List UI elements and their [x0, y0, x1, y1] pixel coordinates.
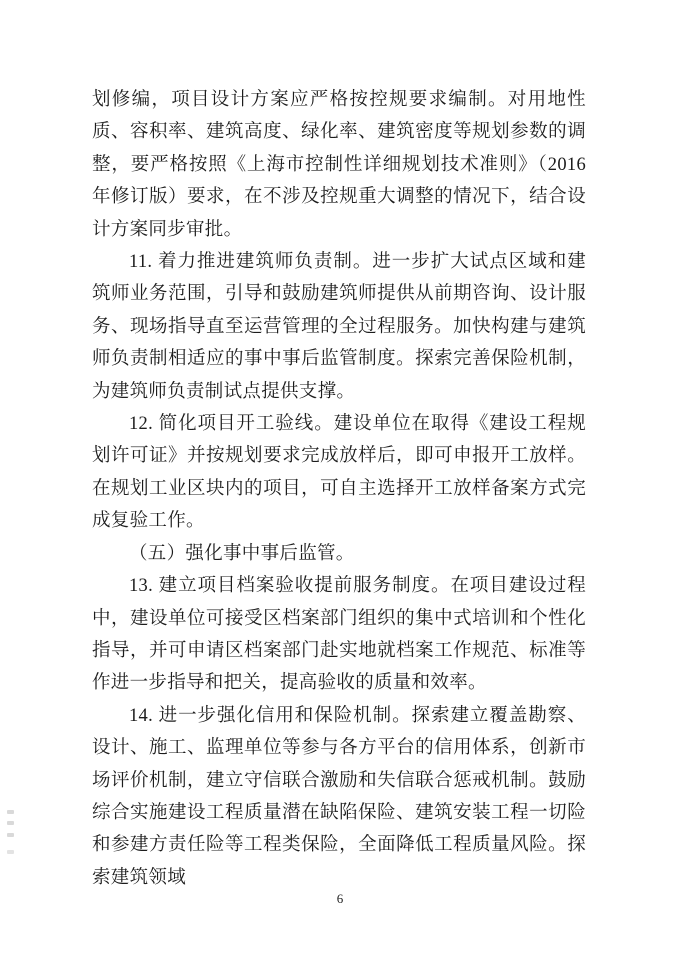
paragraph-item-11: 11. 着力推进建筑师负责制。进一步扩大试点区域和建筑师业务范围，引导和鼓励建筑师提供从前期咨询、设计服务、现场指导直至运营管理的全过程服务。加快构建与建筑师负责制相适应的事中事后监管制度。探索完善保险机制，为建筑师负责制试点提供支撑。: [92, 252, 586, 402]
paragraph-item-13: 13. 建立项目档案验收提前服务制度。在项目建设过程中，建设单位可接受区档案部门组织的集中式培训和个性化指导，并可申请区档案部门赴实地就档案工作规范、标准等作进一步指导和把关，提高验收的质量和效率。: [92, 576, 586, 694]
paragraph-item-12: 12. 简化项目开工验线。建设单位在取得《建设工程规划许可证》并按规划要求完成放样后，即可申报开工放样。在规划工业区块内的项目，可自主选择开工放样备案方式完成复验工作。: [92, 414, 586, 532]
document-text-block: [92, 84, 586, 894]
paragraph-continued-from-previous-page: 划修编，项目设计方案应严格按控规要求编制。对用地性质、容积率、建筑高度、绿化率、建筑密度等规划参数的调整，要严格按照《上海市控制性详细规划技术准则》（2016 年修订版）要求，在不涉及控规重大调整的情况下，结合设计方案同步审批。: [92, 90, 586, 240]
page-number: 6: [336, 891, 344, 906]
paragraph-item-14: 14. 进一步强化信用和保险机制。探索建立覆盖勘察、设计、施工、监理单位等参与各方平台的信用体系，创新市场评价机制，建立守信联合激励和失信联合惩戒机制。鼓励综合实施建设工程质量潜在缺陷保险、建筑安装工程一切险和参建方责任险等工程类保险，全面降低工程质量风险。探索建筑领域: [92, 705, 586, 888]
section-heading-5: （五）强化事中事后监管。: [129, 543, 355, 564]
scan-noise-artifact: [7, 810, 15, 854]
